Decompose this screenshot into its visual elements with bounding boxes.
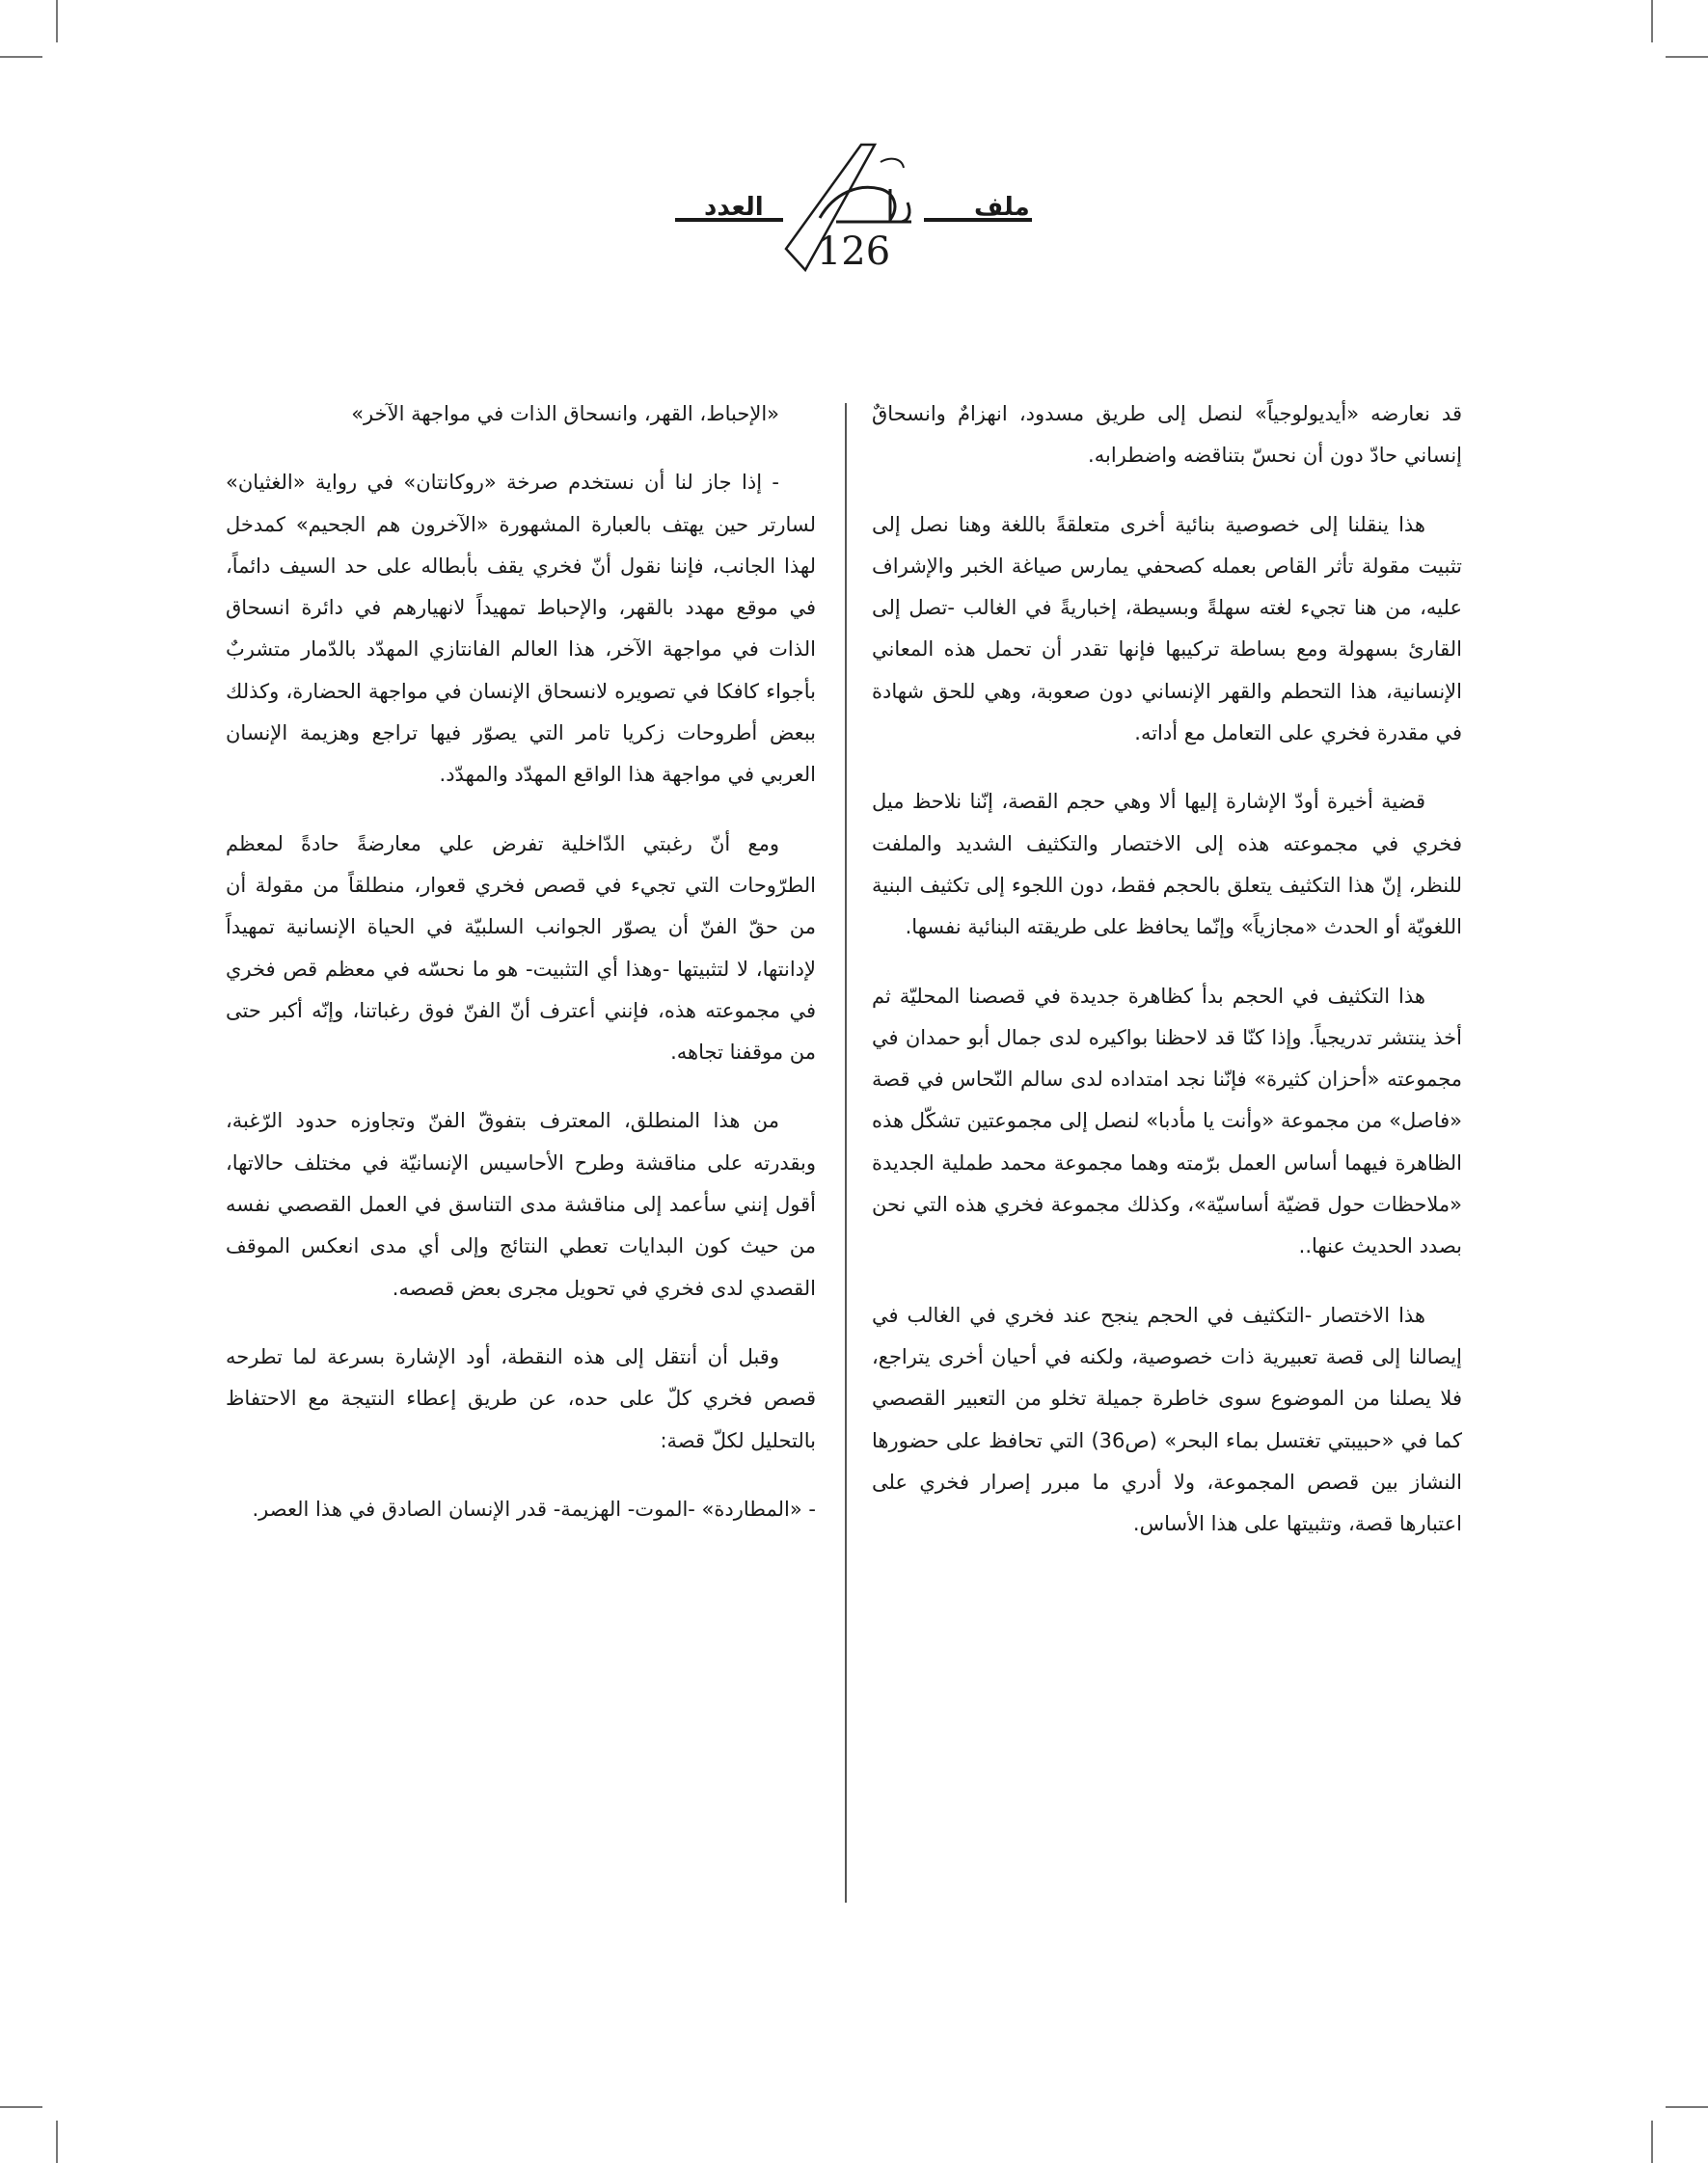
paragraph: قد نعارضه «أيديولوجياً» لنصل إلى طريق مسدود، انهزامٌ وانسحاقٌ إنساني حادّ دون أن نحسّ بتناقضه واضطرابه. bbox=[872, 402, 1462, 468]
crop-mark bbox=[1666, 2106, 1708, 2108]
text-column-right bbox=[872, 393, 1462, 1572]
crop-mark bbox=[1666, 56, 1708, 58]
paragraph: - «المطاردة» -الموت- الهزيمة- قدر الإنسان الصادق في هذا العصر. bbox=[252, 1497, 816, 1521]
paragraph: قضية أخيرة أودّ الإشارة إليها ألا وهي حجم القصة، إنّنا نلاحظ ميل فخري في مجموعته هذه إلى الاختصار والتكثيف الشديد والملفت للنظر، إنّ هذا التكثيف يتعلق بالحجم فقط، دون اللجوء إلى تكثيف البنية اللغويّة أو الحدث «مجازياً» وإنّما يحافظ على طريقته البنائية نفسها. bbox=[872, 790, 1462, 939]
paragraph: هذا الاختصار -التكثيف في الحجم ينجح عند فخري في الغالب في إيصالنا إلى قصة تعبيرية ذات خصوصية، ولكنه في أحيان أخرى يتراجع، فلا يصلنا من الموضوع سوى خاطرة جميلة تخلو من التعبير القصصي كما في «حبيبتي تغتسل بماء البحر» (ص36) التي تحافظ على حضورها النشاز بين قصص المجموعة، ولا أدري ما مبرر إصرار فخري على اعتبارها قصة، وتثبيتها على هذا الأساس. bbox=[872, 1303, 1462, 1536]
paragraph: - إذا جاز لنا أن نستخدم صرخة «روكانتان» في رواية «الغثيان» لسارتر حين يهتف بالعبارة المشهورة «الآخرون هم الجحيم» كمدخل لهذا الجانب، فإننا نقول أنّ فخري يقف بأبطاله على حد السيف دائماً، في موقع مهدد بالقهر، والإحباط تمهيداً لانهيارهم في دائرة انسحاق الذات في مواجهة الآخر، هذا العالم الفانتازي المهدّد بالدّمار متشربٌ بأجواء كافكا في تصويره لانسحاق الإنسان في مواجهة الحضارة، وكذلك ببعض أطروحات زكريا تامر التي يصوّر فيها تراجع وهزيمة الإنسان العربي في مواجهة هذا الواقع المهدّد والمهدّد. bbox=[226, 471, 816, 787]
crop-mark bbox=[0, 56, 42, 58]
text-column-left bbox=[226, 393, 816, 1557]
page-header bbox=[0, 125, 1708, 289]
crop-mark bbox=[1651, 2121, 1653, 2163]
crop-mark bbox=[56, 0, 58, 42]
crop-mark bbox=[1651, 0, 1653, 42]
header-section-word: ملف bbox=[974, 193, 1030, 222]
crop-mark bbox=[56, 2121, 58, 2163]
page-number: 126 bbox=[816, 230, 891, 274]
section-heading: «الإحباط، القهر، وانسحاق الذات في مواجهة الآخر» bbox=[351, 402, 779, 425]
paragraph: ومع أنّ رغبتي الدّاخلية تفرض علي معارضةً حادةً لمعظم الطرّوحات التي تجيء في قصص فخري قعوار، منطلقاً من مقولة أن من حقّ الفنّ أن يصوّر الجوانب السلبيّة في الحياة الإنسانية تمهيداً لإدانتها، لا لتثبيتها -وهذا أي التثبيت- هو ما نحسّه في معظم قص فخري في مجموعته هذه، فإنني أعترف أنّ الفنّ فوق رغباتنا، وإنّه أكبر حتى من موقفنا تجاهه. bbox=[226, 831, 816, 1065]
column-divider bbox=[845, 403, 847, 1903]
paragraph: هذا ينقلنا إلى خصوصية بنائية أخرى متعلقةً باللغة وهنا نصل إلى تثبيت مقولة تأثر القاص بعمله كصحفي يمارس صياغة الخبر والإشراف عليه، من هنا تجيء لغته سهلةً وبسيطة، إخباريةً في الغالب -تصل إلى القارئ بسهولة ومع بساطة تركيبها فإنها تقدر أن تحمل هذه المعاني الإنسانية، هذا التحطم والقهر الإنساني دون صعوبة، وهي للحق شهادة في مقدرة فخري على التعامل مع أداته. bbox=[872, 512, 1462, 745]
header-issue-word: العدد bbox=[704, 193, 764, 222]
paragraph: وقبل أن أنتقل إلى هذه النقطة، أود الإشارة بسرعة لما تطرحه قصص فخري كلّ على حده، عن طريق إعطاء النتيجة مع الاحتفاظ بالتحليل لكلّ قصة: bbox=[226, 1344, 816, 1452]
paragraph: من هذا المنطلق، المعترف بتفوقّ الفنّ وتجاوزه حدود الرّغبة، وبقدرته على مناقشة وطرح الأحاسيس الإنسانيّة في مختلف حالاتها، أقول إنني سأعمد إلى مناقشة مدى التناسق في العمل القصصي نفسه من حيث كون البدايات تعطي النتائج وإلى أي مدى انعكس الموقف القصدي لدى فخري في تحويل مجرى بعض قصصه. bbox=[226, 1109, 816, 1300]
paragraph: هذا التكثيف في الحجم بدأ كظاهرة جديدة في قصصنا المحليّة ثم أخذ ينتشر تدريجياً. وإذا كنّا قد لاحظنا بواكيره لدى جمال أبو حمدان في مجموعته «أحزان كثيرة» فإنّنا نجد امتداده لدى سالم النّحاس في قصة «فاصل» من مجموعة «وأنت يا مأدبا» لنصل إلى مجموعتين تشكّل هذه الظاهرة فيهما أساس العمل برّمته وهما مجموعة محمد طملية الجديدة «ملاحظات حول قضيّة أساسيّة»، وكذلك مجموعة فخري هذه التي نحن بصدد الحديث عنها.. bbox=[872, 984, 1462, 1258]
crop-mark bbox=[0, 2106, 42, 2108]
